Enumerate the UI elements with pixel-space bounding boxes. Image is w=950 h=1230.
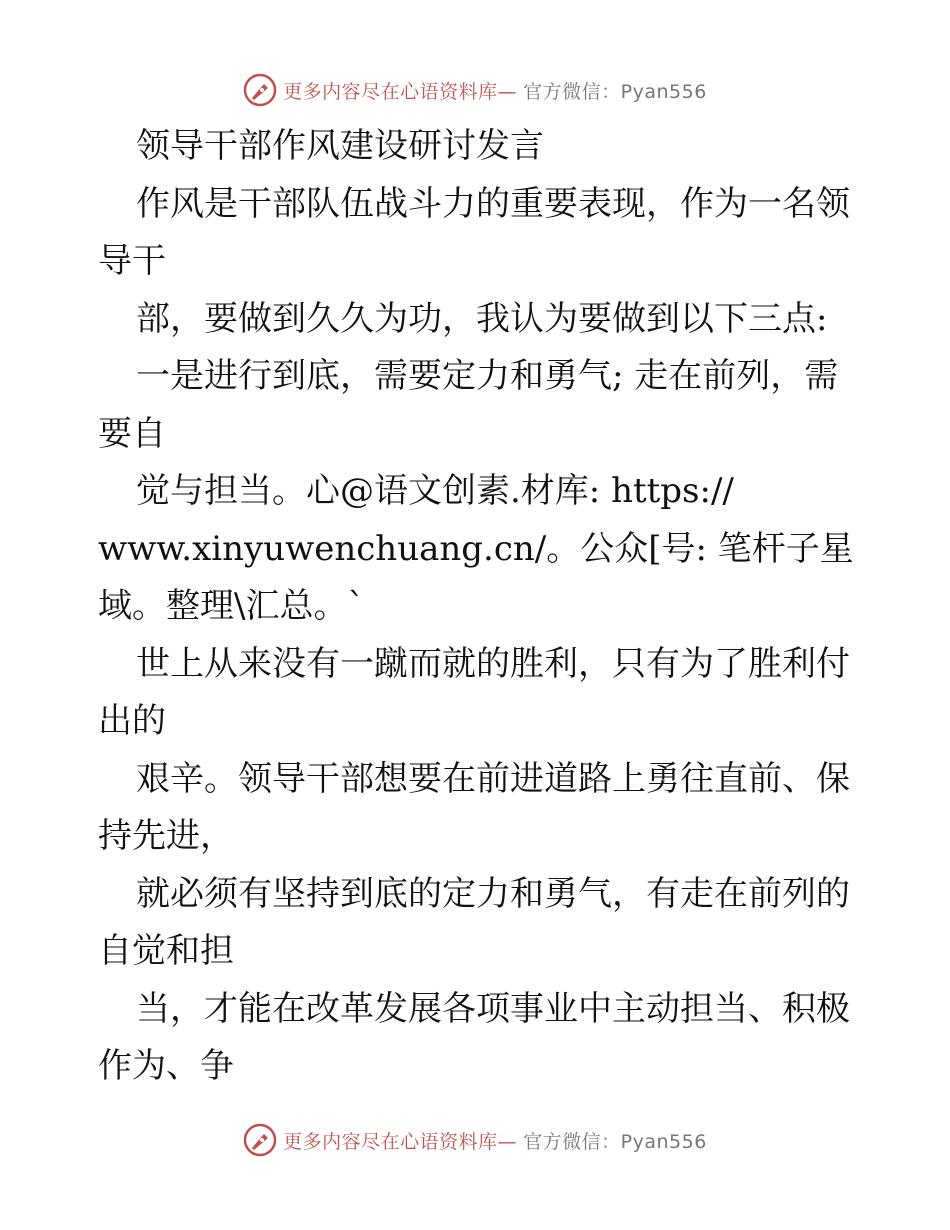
paragraph-line: www.xinyuwenchuang.cn/。公众[号: 笔杆子星	[98, 528, 854, 569]
paragraph-line: 要自	[98, 413, 166, 454]
paragraph-line: 觉与担当。心@语文创素.材库: https://	[136, 471, 734, 511]
paragraph-line: 世上从来没有一蹴而就的胜利，只有为了胜利付	[136, 643, 850, 684]
document-body	[98, 118, 868, 1096]
document-title: 领导干部作风建设研讨发言	[136, 126, 544, 166]
paragraph-line: 当，才能在改革发展各项事业中主动担当、积极	[136, 988, 850, 1029]
paragraph-line: 作为、争	[98, 1046, 234, 1086]
paragraph-line: 就必须有坚持到底的定力和勇气，有走在前列的	[136, 873, 850, 914]
header-banner-text: 更多内容尽在心语资料库—	[283, 80, 518, 103]
header-banner-inner	[243, 73, 707, 107]
header-banner	[0, 70, 950, 110]
footer-banner-inner	[243, 1123, 707, 1157]
footer-banner	[0, 1120, 950, 1160]
paragraph-line: 自觉和担	[98, 931, 234, 971]
pen-nib-logo-icon	[243, 73, 277, 107]
paragraph-line: 持先进，	[98, 816, 234, 856]
paragraph-line: 一是进行到底，需要定力和勇气; 走在前列，需	[136, 356, 839, 396]
paragraph-line: 域。整理\汇总。`	[98, 586, 365, 626]
header-banner-wechat: 官方微信：Pyan556	[523, 80, 707, 103]
paragraph-line: 作风是干部队伍战斗力的重要表现，作为一名领	[136, 183, 850, 224]
paragraph-line: 艰辛。领导干部想要在前进道路上勇往直前、保	[136, 758, 850, 799]
footer-banner-text: 更多内容尽在心语资料库—	[283, 1130, 518, 1153]
paragraph-line: 部，要做到久久为功，我认为要做到以下三点:	[136, 298, 828, 339]
paragraph-line: 导干	[98, 241, 166, 281]
footer-banner-wechat: 官方微信：Pyan556	[523, 1130, 707, 1153]
pen-nib-logo-icon	[243, 1123, 277, 1157]
paragraph-line: 出的	[98, 701, 166, 741]
